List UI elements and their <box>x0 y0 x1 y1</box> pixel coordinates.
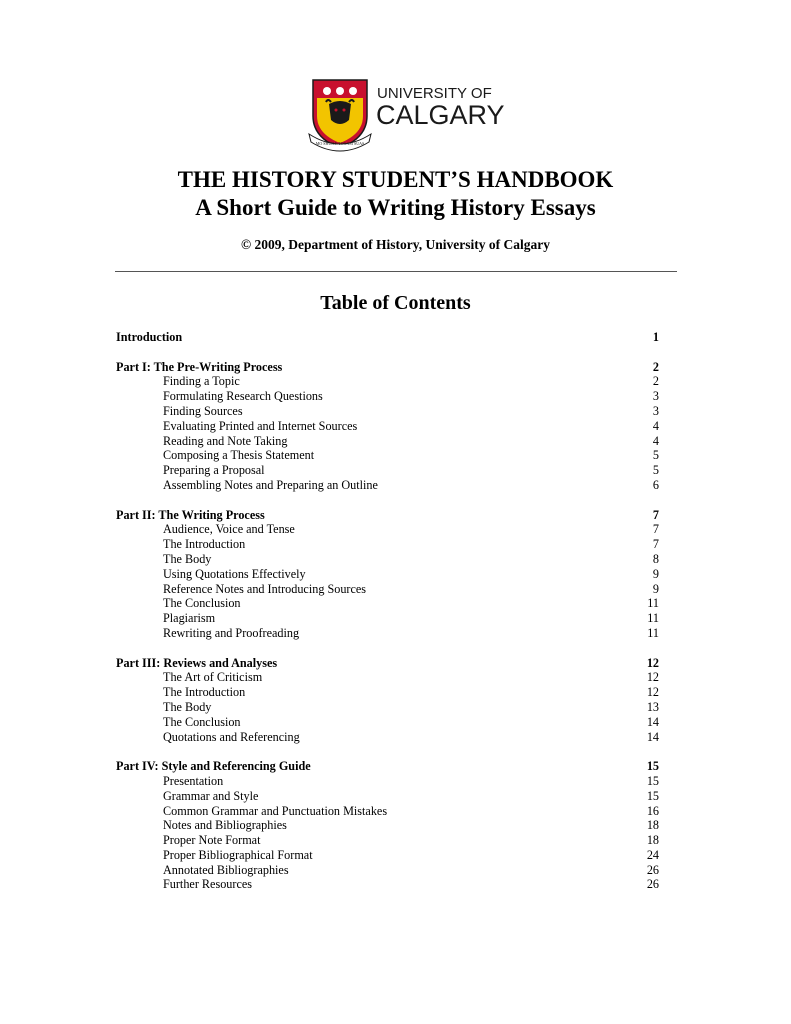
toc-entry <box>116 715 659 730</box>
toc-page-number: 7 <box>652 537 659 552</box>
toc-page-number: 1 <box>652 330 659 344</box>
toc-entry <box>116 419 659 434</box>
handbook-subtitle: A Short Guide to Writing History Essays <box>195 195 596 220</box>
toc-page-number: 15 <box>646 759 659 774</box>
toc-page-number: 11 <box>647 596 659 611</box>
toc-page-number: 14 <box>646 714 659 729</box>
toc-section-title: Part IV: Style and Referencing Guide <box>116 759 311 774</box>
toc-section-heading <box>116 330 659 345</box>
toc-entry-title: The Conclusion <box>163 596 241 611</box>
toc-entry-title: Annotated Bibliographies <box>163 862 289 877</box>
toc-entry <box>116 552 659 567</box>
toc-page-number: 7 <box>652 507 659 522</box>
toc-page-number: 8 <box>652 551 659 566</box>
toc-entry <box>116 448 659 463</box>
toc-entry <box>116 596 659 611</box>
toc-entry <box>116 818 659 833</box>
toc-entry <box>116 848 659 863</box>
toc-section <box>116 330 659 345</box>
toc-page-number: 3 <box>652 389 659 404</box>
toc-section <box>116 360 659 493</box>
toc-entry-title: Common Grammar and Punctuation Mistakes <box>163 803 388 818</box>
toc-entry-title: Finding a Topic <box>163 374 240 389</box>
logo-wordmark-line1: UNIVERSITY OF <box>377 85 492 102</box>
toc-page-number: 24 <box>646 847 659 862</box>
toc-page-number: 5 <box>652 448 659 463</box>
toc-page-number: 13 <box>646 699 659 714</box>
toc-entry <box>116 404 659 419</box>
toc-entry-title: Audience, Voice and Tense <box>163 522 295 537</box>
toc-page-number: 7 <box>652 522 659 537</box>
toc-page-number: 18 <box>646 818 659 833</box>
toc-page-number: 9 <box>652 566 659 581</box>
toc-page-number: 9 <box>652 581 659 596</box>
toc-page-number: 18 <box>646 833 659 848</box>
toc-entry <box>116 877 659 892</box>
toc-entry-title: Further Resources <box>163 877 253 892</box>
toc-section-title: Part III: Reviews and Analyses <box>116 655 278 670</box>
toc-entry <box>116 833 659 848</box>
toc-entry <box>116 804 659 819</box>
toc-heading: Table of Contents <box>320 292 471 314</box>
toc-entry <box>116 789 659 804</box>
toc-section-heading <box>116 360 659 375</box>
toc-entry <box>116 434 659 449</box>
toc-section-heading <box>116 759 659 774</box>
toc-section-title: Part II: The Writing Process <box>116 507 265 522</box>
toc-entry-title: Assembling Notes and Preparing an Outline <box>163 477 378 492</box>
toc-entry <box>116 374 659 389</box>
toc-section-title: Part I: The Pre-Writing Process <box>116 359 283 374</box>
toc-entry <box>116 537 659 552</box>
toc-section <box>116 759 659 892</box>
toc-entry <box>116 730 659 745</box>
toc-entry <box>116 389 659 404</box>
toc-entry <box>116 774 659 789</box>
toc-entry-title: Quotations and Referencing <box>163 729 300 744</box>
horizontal-rule <box>115 271 677 272</box>
toc-section-heading <box>116 508 659 523</box>
toc-entry <box>116 626 659 641</box>
toc-section <box>116 508 659 641</box>
handbook-title: THE HISTORY STUDENT’S HANDBOOK <box>177 167 614 192</box>
toc-page-number: 5 <box>652 463 659 478</box>
toc-entry-title: Reading and Note Taking <box>163 433 288 448</box>
toc-entry-title: The Introduction <box>163 685 246 700</box>
toc-entry-title: Finding Sources <box>163 403 243 418</box>
toc-page-number: 11 <box>647 611 659 626</box>
toc-entry-title: Using Quotations Effectively <box>163 566 306 581</box>
toc-entry-title: Evaluating Printed and Internet Sources <box>163 418 358 433</box>
toc-entry-title: Reference Notes and Introducing Sources <box>163 581 367 596</box>
toc-page-number: 15 <box>646 788 659 803</box>
toc-page-number: 12 <box>646 685 659 700</box>
toc-page-number: 3 <box>652 403 659 418</box>
toc-page-number: 16 <box>646 803 659 818</box>
toc-page-number: 4 <box>652 418 659 433</box>
toc-page-number: 2 <box>652 374 659 389</box>
toc-entry <box>116 611 659 626</box>
toc-entry <box>116 478 659 493</box>
toc-page-number: 15 <box>646 773 659 788</box>
toc-page-number: 12 <box>646 670 659 685</box>
toc-entry-title: The Art of Criticism <box>163 670 263 685</box>
toc-page-number: 12 <box>646 655 659 670</box>
university-logo <box>309 76 505 152</box>
toc-page-number: 26 <box>646 862 659 877</box>
toc-entry-title: Grammar and Style <box>163 788 259 803</box>
toc-entry-title: Proper Note Format <box>163 833 261 848</box>
toc-entry <box>116 522 659 537</box>
toc-entry <box>116 582 659 597</box>
toc-entry-title: Preparing a Proposal <box>163 463 265 478</box>
toc-page-number: 14 <box>646 729 659 744</box>
toc-section-title: Introduction <box>116 330 183 344</box>
toc-entry <box>116 685 659 700</box>
toc-entry <box>116 463 659 478</box>
logo-motto: MO SHÙILE TOGAM SUAS <box>315 141 365 146</box>
toc-page-number: 4 <box>652 433 659 448</box>
toc-section-heading <box>116 656 659 671</box>
toc-entry-title: Formulating Research Questions <box>163 389 323 404</box>
toc-entry-title: Notes and Bibliographies <box>163 818 287 833</box>
toc-entry-title: Composing a Thesis Statement <box>163 448 315 463</box>
toc-section <box>116 656 659 745</box>
toc-entry-title: The Body <box>163 551 212 566</box>
logo-wordmark-line2: CALGARY <box>376 100 505 130</box>
toc-page-number: 26 <box>646 877 659 892</box>
toc-entry <box>116 567 659 582</box>
toc-page-number: 11 <box>647 625 659 640</box>
university-crest-icon <box>309 76 505 152</box>
toc-entry-title: The Introduction <box>163 537 246 552</box>
toc-entry-title: Presentation <box>163 773 224 788</box>
copyright-line: © 2009, Department of History, University of Calgary <box>241 237 550 252</box>
toc-entry-title: Proper Bibliographical Format <box>163 847 313 862</box>
toc-entry-title: The Conclusion <box>163 714 241 729</box>
toc-entry <box>116 700 659 715</box>
toc-entry-title: Plagiarism <box>163 611 216 626</box>
table-of-contents <box>116 330 659 907</box>
toc-page-number: 6 <box>652 477 659 492</box>
toc-entry-title: Rewriting and Proofreading <box>163 625 300 640</box>
toc-page-number: 2 <box>652 359 659 374</box>
toc-entry-title: The Body <box>163 699 212 714</box>
toc-entry <box>116 670 659 685</box>
toc-entry <box>116 863 659 878</box>
